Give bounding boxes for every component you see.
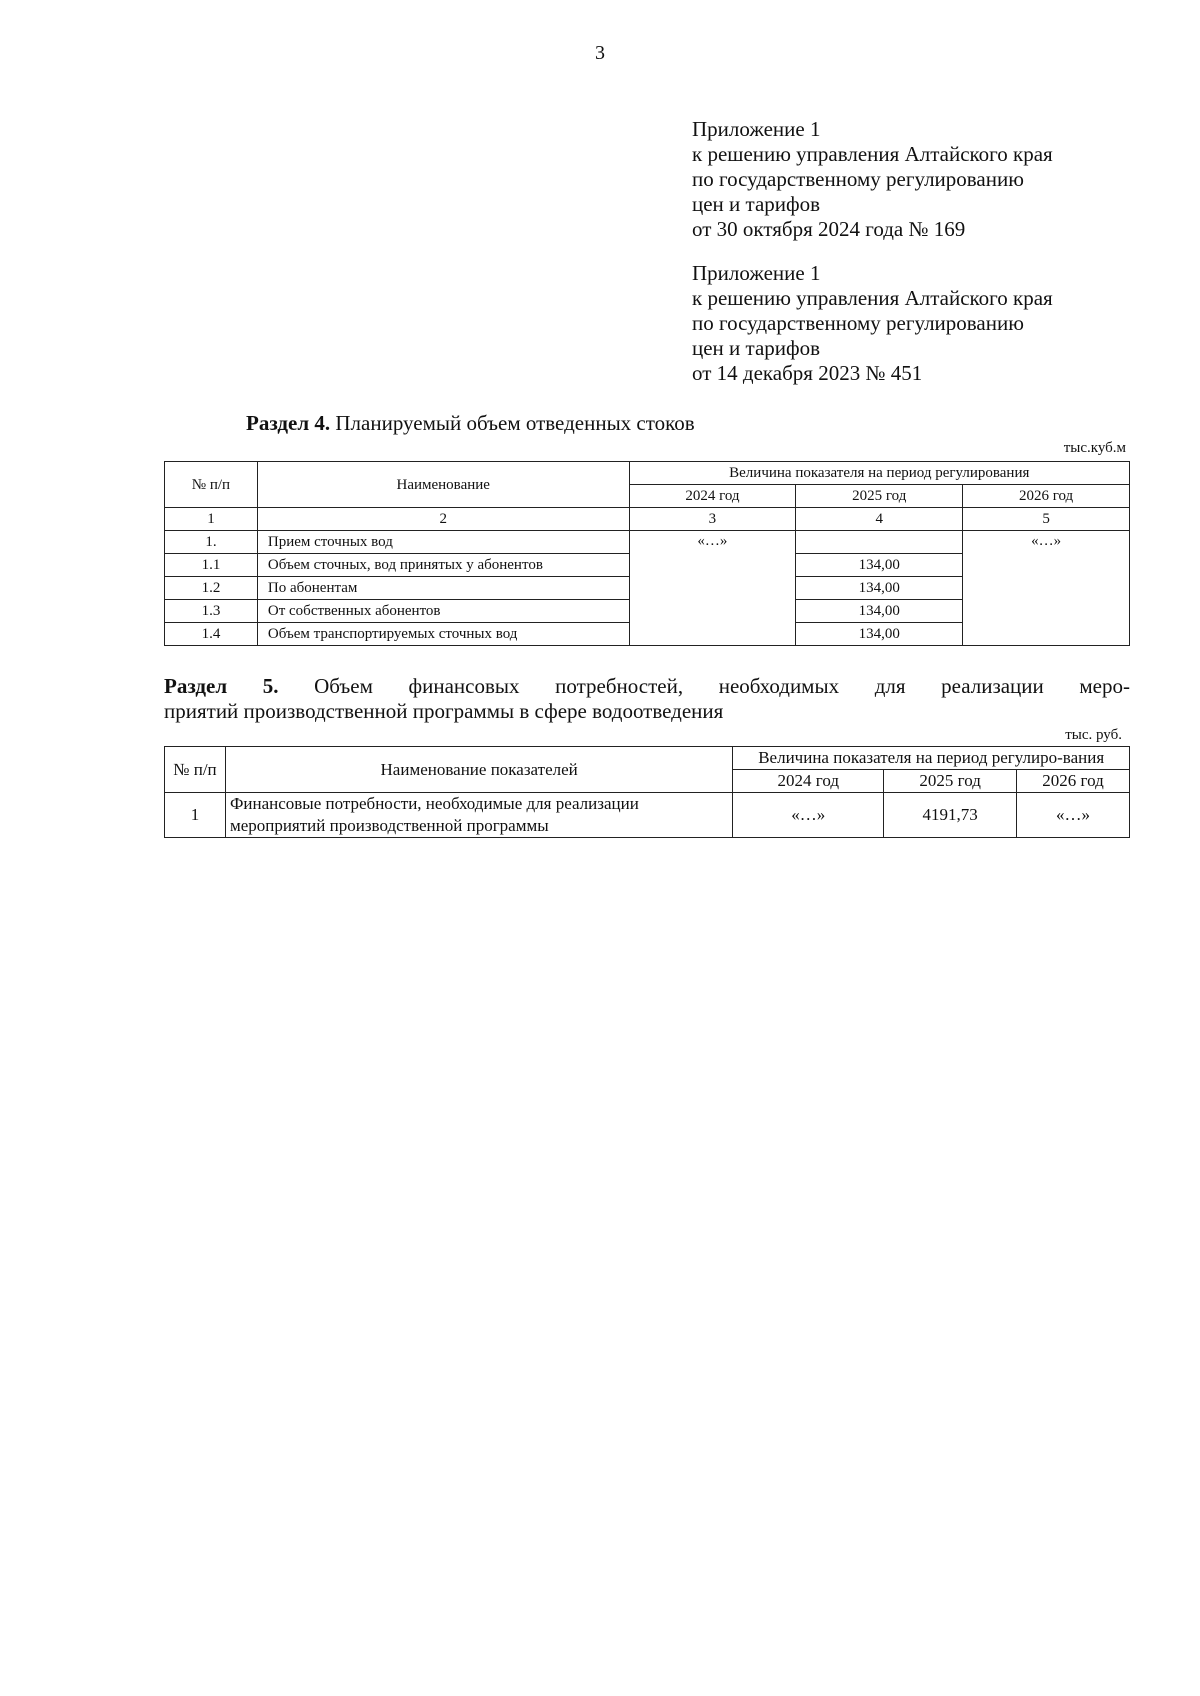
table-row: [165, 793, 1130, 838]
row-value-2025: 134,00: [796, 623, 963, 646]
section4-table: [164, 461, 1130, 646]
row-num: 1.1: [165, 554, 258, 577]
section5-title-line2: приятий производственной программы в сфере водоотведения: [164, 699, 724, 723]
appendix-line: к решению управления Алтайского края: [692, 286, 1053, 310]
header-year: 2025 год: [796, 485, 963, 508]
appendix-line: цен и тарифов: [692, 336, 821, 360]
section4-title: Планируемый объем отведенных стоков: [335, 411, 695, 435]
section4-unit: тыс.куб.м: [1063, 440, 1126, 456]
col-number: 4: [796, 508, 963, 531]
header-year: 2026 год: [963, 485, 1130, 508]
row-value-2026: «…»: [1017, 793, 1130, 838]
row-num: 1: [165, 793, 226, 838]
section5-unit: тыс. руб.: [1065, 727, 1122, 743]
appendix-line: по государственному регулированию: [692, 167, 1024, 191]
appendix-line: Приложение 1: [692, 261, 821, 285]
col-number: 2: [257, 508, 629, 531]
header-period: Величина показателя на период регулирования: [629, 462, 1129, 485]
table-header-row: [165, 462, 1130, 485]
header-num: № п/п: [165, 462, 258, 508]
header-year: 2024 год: [733, 770, 884, 793]
section5-heading: [164, 674, 1130, 724]
appendix-previous: [692, 261, 1053, 386]
appendix-line: от 14 декабря 2023 № 451: [692, 361, 923, 385]
row-num: 1.3: [165, 600, 258, 623]
table-header-row: [165, 747, 1130, 770]
row-name: По абонентам: [257, 577, 629, 600]
row-name: Прием сточных вод: [257, 531, 629, 554]
table-colnum-row: [165, 508, 1130, 531]
section5-title-line1: Объем финансовых потребностей, необходимых для реализации меро-: [314, 674, 1130, 698]
row-num: 1.2: [165, 577, 258, 600]
header-name: Наименование показателей: [225, 747, 732, 793]
row-name: От собственных абонентов: [257, 600, 629, 623]
appendix-current: [692, 117, 1053, 242]
page-number: 3: [595, 42, 605, 64]
header-name: Наименование: [257, 462, 629, 508]
section4-heading: [246, 411, 695, 436]
header-year: 2026 год: [1017, 770, 1130, 793]
table-row: [165, 531, 1130, 554]
col-number: 3: [629, 508, 796, 531]
row-num: 1.4: [165, 623, 258, 646]
section5-table: [164, 746, 1130, 838]
header-period: Величина показателя на период регулиро-вания: [733, 747, 1130, 770]
col-number: 5: [963, 508, 1130, 531]
row-num: 1.: [165, 531, 258, 554]
appendix-line: цен и тарифов: [692, 192, 821, 216]
row-value-2026: «…»: [963, 531, 1130, 646]
header-num: № п/п: [165, 747, 226, 793]
section4-label: Раздел 4.: [246, 411, 331, 435]
header-year: 2025 год: [884, 770, 1017, 793]
row-name: Объем сточных, вод принятых у абонентов: [257, 554, 629, 577]
row-value-2025: 134,00: [796, 600, 963, 623]
col-number: 1: [165, 508, 258, 531]
row-value-2024: «…»: [629, 531, 796, 646]
appendix-line: по государственному регулированию: [692, 311, 1024, 335]
header-year: 2024 год: [629, 485, 796, 508]
row-value-2025: 134,00: [796, 577, 963, 600]
row-value-2025: 134,00: [796, 554, 963, 577]
row-name: Объем транспортируемых сточных вод: [257, 623, 629, 646]
row-value-2025: [796, 531, 963, 554]
row-value-2025: 4191,73: [884, 793, 1017, 838]
row-name: Финансовые потребности, необходимые для реализации мероприятий производственной программы: [225, 793, 732, 838]
row-value-2024: «…»: [733, 793, 884, 838]
appendix-line: Приложение 1: [692, 117, 821, 141]
section5-label: Раздел 5.: [164, 674, 279, 698]
appendix-line: к решению управления Алтайского края: [692, 142, 1053, 166]
appendix-line: от 30 октября 2024 года № 169: [692, 217, 966, 241]
